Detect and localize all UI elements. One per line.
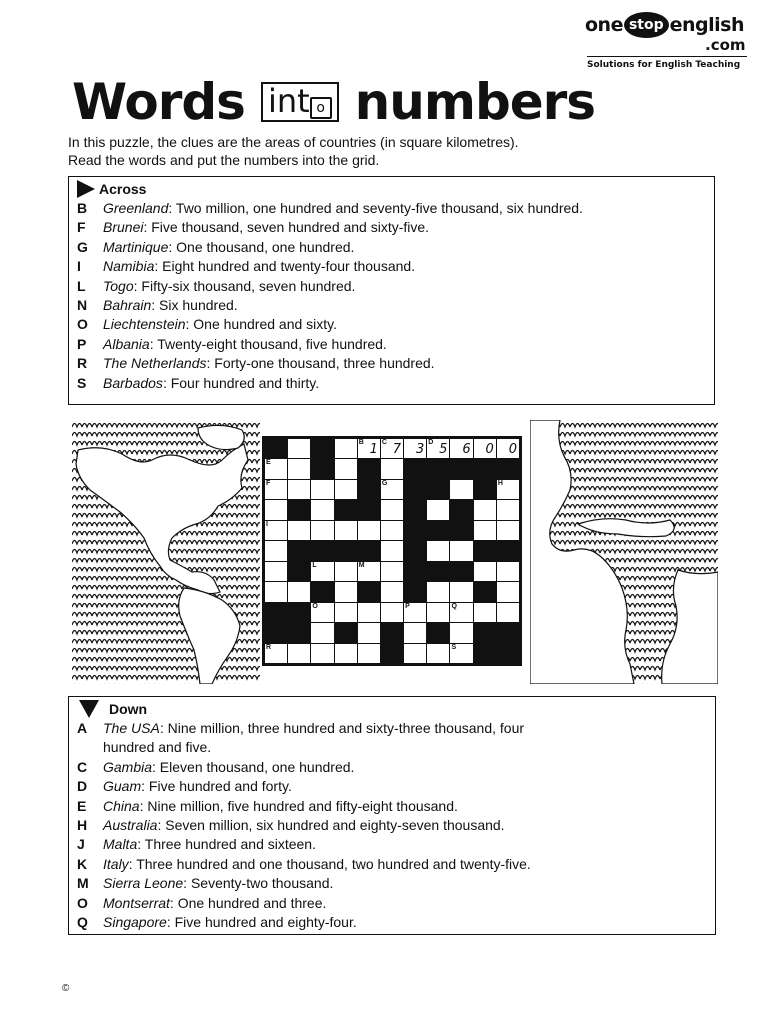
onestopenglish-logo bbox=[585, 12, 750, 72]
logo-word-one: one bbox=[585, 14, 623, 36]
grid-cell[interactable] bbox=[265, 521, 287, 540]
arrow-right-icon bbox=[77, 180, 95, 198]
clue-text bbox=[103, 277, 714, 296]
africa-europe-map-image bbox=[530, 420, 718, 684]
clue-answer-text: : Seventy-two thousand. bbox=[183, 875, 334, 892]
grid-cell-blocked bbox=[265, 439, 287, 458]
clue-country: Martinique bbox=[103, 238, 169, 255]
grid-cell-digit: 5 bbox=[439, 442, 448, 458]
logo-tagline: Solutions for English Teaching bbox=[587, 60, 741, 70]
grid-cell[interactable] bbox=[311, 480, 333, 499]
grid-cell-blocked bbox=[288, 603, 310, 622]
across-clues-box bbox=[68, 176, 715, 405]
grid-cell-blocked bbox=[450, 562, 472, 581]
across-heading-label: Across bbox=[99, 181, 147, 197]
title-into-o-box: o bbox=[310, 97, 332, 119]
grid-cell-blocked bbox=[288, 500, 310, 519]
grid-cell-blocked bbox=[288, 562, 310, 581]
grid-cell-clue-label: B bbox=[358, 439, 364, 446]
grid-cell[interactable] bbox=[265, 582, 287, 601]
grid-cell[interactable] bbox=[450, 439, 472, 458]
grid-cell[interactable] bbox=[288, 644, 310, 663]
clue-answer-text: : Two million, one hundred and seventy-five thousand, six hundred. bbox=[168, 200, 583, 216]
clue-text bbox=[103, 335, 714, 354]
clue-answer-text: : Eight hundred and twenty-four thousand. bbox=[154, 258, 416, 275]
grid-cell[interactable] bbox=[265, 459, 287, 478]
clue-letter: E bbox=[77, 797, 87, 814]
across-clue-list bbox=[69, 199, 714, 393]
clue-letter: M bbox=[77, 875, 89, 892]
grid-cell[interactable] bbox=[335, 562, 357, 581]
grid-cell-blocked bbox=[311, 459, 333, 478]
clue-country: Barbados bbox=[103, 374, 163, 391]
clue-letter: J bbox=[77, 836, 85, 853]
grid-cell-blocked bbox=[404, 480, 426, 499]
clue-answer-text: : Eleven thousand, one hundred. bbox=[152, 758, 355, 775]
down-clue-e bbox=[69, 797, 715, 816]
grid-cell[interactable] bbox=[265, 500, 287, 519]
clue-answer-text: : Five hundred and forty. bbox=[141, 778, 292, 795]
across-clue-i bbox=[69, 257, 714, 276]
clue-country: Italy bbox=[103, 855, 129, 872]
clue-answer-text: : Three hundred and one thousand, two hundred and twenty-five. bbox=[128, 855, 531, 872]
grid-cell[interactable] bbox=[497, 439, 519, 458]
clue-text bbox=[103, 354, 714, 373]
clue-country: The Netherlands bbox=[103, 355, 207, 372]
grid-cell[interactable] bbox=[404, 644, 426, 663]
grid-cell[interactable] bbox=[335, 644, 357, 663]
grid-cell-blocked bbox=[404, 500, 426, 519]
clue-text bbox=[103, 199, 714, 218]
across-heading bbox=[69, 179, 714, 199]
title-part-into bbox=[261, 82, 339, 121]
clue-country: Brunei bbox=[103, 219, 144, 236]
across-clue-r bbox=[69, 354, 714, 373]
clue-answer-text: : Four hundred and thirty. bbox=[162, 374, 320, 391]
clue-country: Sierra Leone bbox=[103, 875, 184, 892]
grid-cell-blocked bbox=[288, 623, 310, 642]
grid-cell[interactable] bbox=[381, 582, 403, 601]
grid-cell-blocked bbox=[358, 541, 380, 560]
down-clue-c bbox=[69, 758, 715, 777]
grid-cell[interactable] bbox=[381, 500, 403, 519]
clue-country: Gambia bbox=[103, 758, 153, 775]
clue-country: Albania bbox=[103, 335, 150, 352]
grid-cell[interactable] bbox=[474, 500, 496, 519]
grid-cell[interactable] bbox=[311, 603, 333, 622]
down-clue-k bbox=[69, 855, 715, 874]
across-clue-n bbox=[69, 296, 714, 315]
down-clue-j bbox=[69, 835, 715, 854]
instructions-line-2: Read the words and put the numbers into the grid. bbox=[68, 152, 380, 168]
grid-cell[interactable] bbox=[427, 582, 449, 601]
clue-text bbox=[103, 296, 714, 315]
grid-cell[interactable] bbox=[335, 521, 357, 540]
grid-cell-clue-label: C bbox=[381, 439, 387, 446]
clue-country: Namibia bbox=[103, 258, 155, 275]
clue-country: Guam bbox=[103, 778, 142, 795]
grid-cell[interactable] bbox=[381, 562, 403, 581]
down-heading-label: Down bbox=[109, 701, 148, 717]
grid-cell-blocked bbox=[404, 459, 426, 478]
grid-cell-blocked bbox=[427, 521, 449, 540]
grid-cell[interactable] bbox=[265, 644, 287, 663]
grid-cell[interactable] bbox=[497, 521, 519, 540]
grid-cell[interactable] bbox=[497, 480, 519, 499]
grid-cell[interactable] bbox=[381, 439, 403, 458]
grid-cell-digit: 0 bbox=[485, 442, 494, 458]
grid-cell-blocked bbox=[288, 541, 310, 560]
grid-cell-clue-label: M bbox=[358, 561, 365, 569]
grid-cell[interactable] bbox=[311, 500, 333, 519]
clue-letter: F bbox=[77, 219, 86, 236]
grid-cell[interactable] bbox=[404, 439, 426, 458]
grid-cell[interactable] bbox=[288, 480, 310, 499]
clue-answer-text: : Forty-one thousand, three hundred. bbox=[206, 355, 435, 372]
grid-cell[interactable] bbox=[497, 603, 519, 622]
clue-letter: O bbox=[77, 894, 88, 911]
grid-cell[interactable] bbox=[335, 582, 357, 601]
title-part-numbers: numbers bbox=[354, 73, 596, 131]
clue-text bbox=[103, 913, 715, 932]
grid-cell[interactable] bbox=[404, 603, 426, 622]
grid-cell-clue-label: S bbox=[451, 643, 457, 651]
clue-letter: N bbox=[77, 297, 88, 314]
grid-cell-clue-label: F bbox=[266, 479, 271, 487]
grid-cell-digit: 6 bbox=[462, 442, 471, 458]
clue-text bbox=[103, 874, 715, 893]
clue-letter: Q bbox=[77, 914, 88, 931]
grid-cell-blocked bbox=[497, 623, 519, 642]
down-clue-h bbox=[69, 816, 715, 835]
grid-cell-blocked bbox=[497, 644, 519, 663]
grid-cell[interactable] bbox=[381, 603, 403, 622]
grid-cell[interactable] bbox=[335, 459, 357, 478]
grid-cell-blocked bbox=[381, 623, 403, 642]
grid-cell-blocked bbox=[265, 603, 287, 622]
clue-letter: P bbox=[77, 335, 87, 352]
grid-cell[interactable] bbox=[427, 439, 449, 458]
across-clue-o bbox=[69, 315, 714, 334]
logo-word-english: english bbox=[669, 14, 745, 36]
down-clue-list bbox=[69, 719, 715, 932]
clue-answer-text: : One thousand, one hundred. bbox=[168, 238, 355, 255]
clue-country: Bahrain bbox=[103, 297, 152, 314]
grid-cell[interactable] bbox=[427, 500, 449, 519]
clue-answer-text: : Five thousand, seven hundred and sixty-five. bbox=[143, 219, 430, 236]
instructions bbox=[68, 133, 519, 169]
grid-cell[interactable] bbox=[311, 644, 333, 663]
grid-cell[interactable] bbox=[427, 541, 449, 560]
grid-cell[interactable] bbox=[288, 439, 310, 458]
grid-cell-blocked bbox=[497, 459, 519, 478]
grid-cell-blocked bbox=[265, 623, 287, 642]
clue-country: The USA bbox=[103, 720, 160, 736]
grid-cell-blocked bbox=[381, 644, 403, 663]
grid-cell-clue-label: H bbox=[497, 479, 503, 487]
clue-text bbox=[103, 218, 714, 237]
grid-cell[interactable] bbox=[358, 644, 380, 663]
clue-letter: D bbox=[77, 778, 88, 795]
grid-cell[interactable] bbox=[265, 562, 287, 581]
grid-cell-blocked bbox=[335, 623, 357, 642]
grid-cell[interactable] bbox=[427, 644, 449, 663]
across-clue-s bbox=[69, 374, 714, 393]
grid-cell[interactable] bbox=[450, 582, 472, 601]
grid-cell-blocked bbox=[427, 480, 449, 499]
clue-country: Malta bbox=[103, 836, 138, 853]
grid-cell-clue-label: D bbox=[428, 439, 434, 446]
grid-cell-digit: 0 bbox=[508, 442, 517, 458]
grid-cell-blocked bbox=[358, 500, 380, 519]
grid-cell-clue-label: R bbox=[266, 643, 272, 651]
clue-text bbox=[103, 777, 715, 796]
grid-cell-blocked bbox=[474, 644, 496, 663]
grid-cell[interactable] bbox=[335, 480, 357, 499]
grid-cell-blocked bbox=[450, 521, 472, 540]
grid-cell[interactable] bbox=[335, 439, 357, 458]
clue-letter: G bbox=[77, 238, 88, 255]
clue-country: Australia bbox=[103, 817, 158, 834]
grid-cell-blocked bbox=[450, 500, 472, 519]
clue-letter: K bbox=[77, 855, 88, 872]
clue-answer-text: : Twenty-eight thousand, five hundred. bbox=[149, 335, 387, 352]
grid-cell[interactable] bbox=[288, 582, 310, 601]
grid-cell-clue-label: I bbox=[266, 520, 268, 528]
grid-cell[interactable] bbox=[474, 562, 496, 581]
clue-answer-text-continued: hundred and five. bbox=[103, 739, 212, 756]
arrow-down-icon bbox=[79, 700, 99, 718]
clue-answer-text: : Nine million, three hundred and sixty-three thousand, four bbox=[159, 720, 525, 736]
across-clue-b bbox=[69, 199, 714, 218]
clue-answer-text: : Seven million, six hundred and eighty-seven thousand. bbox=[157, 817, 505, 834]
grid-cell-digit: 7 bbox=[392, 442, 402, 458]
americas-map-image bbox=[72, 420, 260, 684]
grid-cell[interactable] bbox=[381, 541, 403, 560]
across-clue-f bbox=[69, 218, 714, 237]
grid-cell-clue-label: L bbox=[312, 561, 317, 569]
clue-answer-text: : Fifty-six thousand, seven hundred. bbox=[133, 277, 356, 294]
clue-text bbox=[103, 797, 715, 816]
down-clue-m bbox=[69, 874, 715, 893]
grid-cell[interactable] bbox=[474, 521, 496, 540]
clue-answer-text: : Six hundred. bbox=[151, 297, 238, 314]
clue-country: Montserrat bbox=[103, 894, 170, 911]
grid-cell-blocked bbox=[404, 562, 426, 581]
down-clue-d bbox=[69, 777, 715, 796]
page-title bbox=[72, 72, 595, 132]
clue-letter: O bbox=[77, 316, 88, 333]
grid-cell[interactable] bbox=[358, 521, 380, 540]
clue-answer-text: : Five hundred and eighty-four. bbox=[166, 914, 357, 931]
title-into-prefix: int bbox=[267, 82, 310, 121]
grid-cell[interactable] bbox=[497, 582, 519, 601]
crossword-grid[interactable] bbox=[262, 436, 522, 666]
clue-text bbox=[103, 894, 715, 913]
grid-cell-clue-label: P bbox=[405, 602, 410, 610]
grid-cell-blocked bbox=[450, 459, 472, 478]
grid-cell-clue-label: G bbox=[381, 479, 388, 487]
clue-text bbox=[103, 257, 714, 276]
across-clue-l bbox=[69, 277, 714, 296]
grid-cell[interactable] bbox=[358, 623, 380, 642]
grid-cell[interactable] bbox=[311, 521, 333, 540]
grid-cell-blocked bbox=[427, 562, 449, 581]
clue-answer-text: : One hundred and three. bbox=[169, 894, 327, 911]
grid-cell[interactable] bbox=[450, 480, 472, 499]
grid-cell[interactable] bbox=[358, 439, 380, 458]
grid-cell-blocked bbox=[358, 582, 380, 601]
grid-cell[interactable] bbox=[288, 521, 310, 540]
grid-cell-blocked bbox=[311, 439, 333, 458]
grid-cell-blocked bbox=[474, 459, 496, 478]
grid-cell-blocked bbox=[474, 541, 496, 560]
grid-cell-blocked bbox=[358, 459, 380, 478]
down-clue-o bbox=[69, 894, 715, 913]
grid-cell-blocked bbox=[404, 521, 426, 540]
grid-cell-blocked bbox=[497, 541, 519, 560]
clue-letter: L bbox=[77, 277, 86, 294]
grid-cell[interactable] bbox=[381, 480, 403, 499]
clue-answer-text: : One hundred and sixty. bbox=[185, 316, 338, 333]
grid-cell[interactable] bbox=[381, 459, 403, 478]
grid-cell[interactable] bbox=[474, 603, 496, 622]
clue-country: Greenland bbox=[103, 200, 169, 216]
grid-cell[interactable] bbox=[381, 521, 403, 540]
clue-text bbox=[103, 315, 714, 334]
across-clue-g bbox=[69, 238, 714, 257]
grid-cell[interactable] bbox=[404, 623, 426, 642]
grid-cell[interactable] bbox=[265, 541, 287, 560]
grid-cell-digit: 3 bbox=[415, 442, 425, 458]
copyright-symbol: © bbox=[62, 983, 70, 994]
grid-cell-blocked bbox=[474, 582, 496, 601]
grid-cell-blocked bbox=[474, 623, 496, 642]
grid-cell-blocked bbox=[427, 623, 449, 642]
clue-answer-text: : Three hundred and sixteen. bbox=[137, 836, 316, 853]
grid-cell[interactable] bbox=[265, 480, 287, 499]
grid-cell-blocked bbox=[311, 582, 333, 601]
grid-cell-clue-label: O bbox=[312, 602, 318, 610]
logo-divider bbox=[587, 56, 747, 57]
grid-cell-blocked bbox=[335, 500, 357, 519]
clue-letter: H bbox=[77, 817, 88, 834]
grid-cell-blocked bbox=[404, 582, 426, 601]
grid-cell-blocked bbox=[311, 541, 333, 560]
down-clues-box bbox=[68, 696, 716, 935]
grid-cell-blocked bbox=[335, 541, 357, 560]
clue-text bbox=[103, 374, 714, 393]
clue-country: Liechtenstein bbox=[103, 316, 186, 333]
clue-text bbox=[103, 719, 715, 758]
clue-letter: C bbox=[77, 758, 88, 775]
down-clue-q bbox=[69, 913, 715, 932]
across-clue-p bbox=[69, 335, 714, 354]
grid-cell[interactable] bbox=[474, 439, 496, 458]
clue-text bbox=[103, 816, 715, 835]
clue-letter: B bbox=[77, 200, 88, 216]
grid-cell-blocked bbox=[427, 459, 449, 478]
title-part-words: Words bbox=[72, 73, 245, 131]
clue-letter: I bbox=[77, 258, 81, 275]
clue-country: Togo bbox=[103, 277, 134, 294]
grid-cell[interactable] bbox=[450, 644, 472, 663]
clue-country: Singapore bbox=[103, 914, 167, 931]
grid-cell[interactable] bbox=[497, 500, 519, 519]
clue-letter: R bbox=[77, 355, 88, 372]
logo-word-stop: stop bbox=[624, 12, 669, 38]
down-clue-a bbox=[69, 719, 715, 758]
grid-cell-blocked bbox=[358, 480, 380, 499]
clue-text bbox=[103, 835, 715, 854]
clue-text bbox=[103, 855, 715, 874]
grid-cell[interactable] bbox=[358, 562, 380, 581]
clue-text bbox=[103, 758, 715, 777]
grid-cell-blocked bbox=[404, 541, 426, 560]
clue-letter: S bbox=[77, 374, 87, 391]
grid-cell[interactable] bbox=[311, 623, 333, 642]
grid-cell[interactable] bbox=[450, 623, 472, 642]
grid-cell[interactable] bbox=[311, 562, 333, 581]
clue-letter: A bbox=[77, 720, 88, 736]
grid-cell[interactable] bbox=[450, 541, 472, 560]
grid-cell[interactable] bbox=[335, 603, 357, 622]
logo-domain: .com bbox=[705, 36, 746, 54]
clue-answer-text: : Nine million, five hundred and fifty-eight thousand. bbox=[139, 797, 458, 814]
grid-cell[interactable] bbox=[288, 459, 310, 478]
clue-text bbox=[103, 238, 714, 257]
grid-cell[interactable] bbox=[497, 562, 519, 581]
grid-cell[interactable] bbox=[427, 603, 449, 622]
clue-country: China bbox=[103, 797, 140, 814]
grid-cell[interactable] bbox=[450, 603, 472, 622]
grid-cell-clue-label: Q bbox=[451, 602, 457, 610]
instructions-line-1: In this puzzle, the clues are the areas of countries (in square kilometres). bbox=[68, 134, 519, 150]
down-heading bbox=[69, 699, 715, 719]
grid-cell[interactable] bbox=[358, 603, 380, 622]
grid-cell-blocked bbox=[474, 480, 496, 499]
grid-cell-digit: 1 bbox=[369, 442, 378, 458]
grid-cell-clue-label: E bbox=[266, 459, 271, 467]
